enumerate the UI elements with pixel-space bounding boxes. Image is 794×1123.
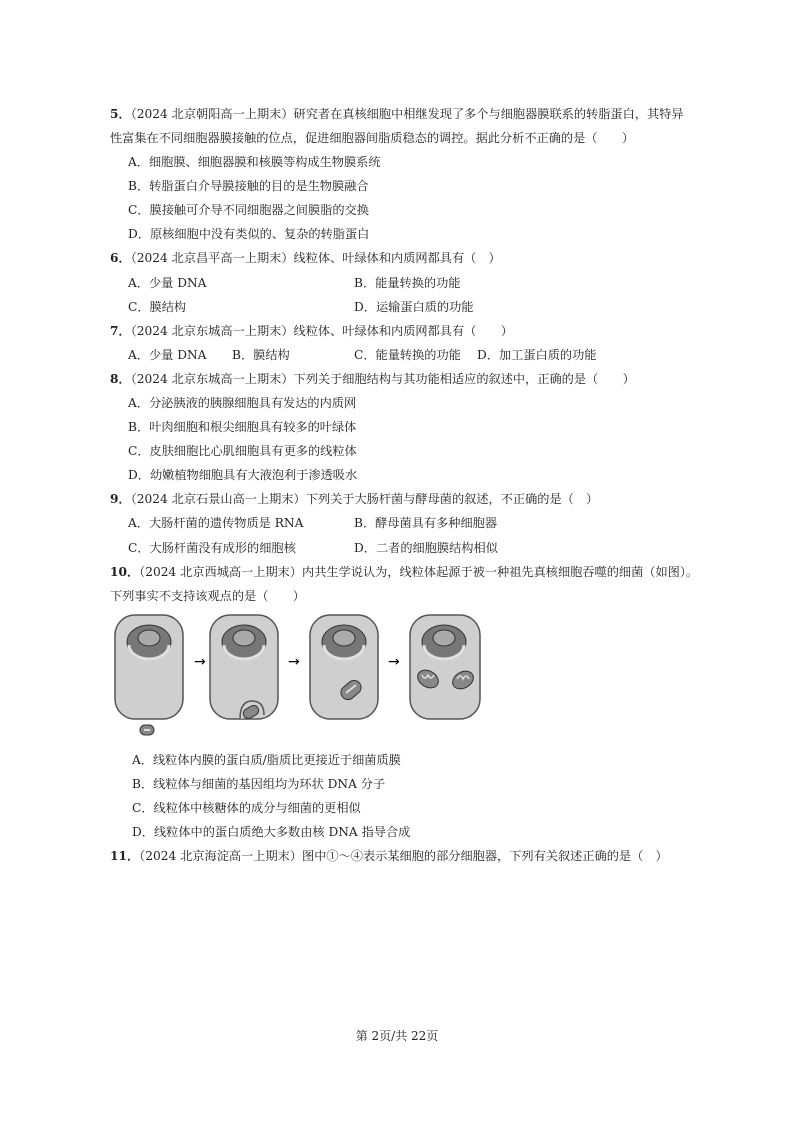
q8-number: 8． <box>110 372 131 386</box>
q7-option-b[interactable]: B．膜结构 <box>232 348 290 362</box>
cell-stage-1 <box>115 615 183 735</box>
arrow-2: → <box>288 654 300 670</box>
q10-number: 10． <box>110 565 140 579</box>
q10-option-a[interactable]: A．线粒体内膜的蛋白质/脂质比更接近于细菌质膜 <box>132 753 401 767</box>
endosymbiosis-diagram <box>112 613 484 741</box>
bacterium-icon <box>140 725 154 735</box>
q7-option-a[interactable]: A．少量 DNA <box>128 348 207 362</box>
cell-stage-2 <box>210 615 278 720</box>
q11-stem: 11．（2024 北京海淀高一上期末）图中①～④表示某细胞的部分细胞器，下列有关叙述正确的是（ ） <box>110 849 668 863</box>
nucleus-icon <box>422 625 466 659</box>
q10-option-b[interactable]: B．线粒体与细菌的基因组均为环状 DNA 分子 <box>132 777 386 791</box>
q9-stem: 9．（2024 北京石景山高一上期末）下列关于大肠杆菌与酵母菌的叙述，不正确的是（ ） <box>110 492 599 506</box>
q9-number: 9． <box>110 492 131 506</box>
q10-stem-line-1: 10．（2024 北京西城高一上期末）内共生学说认为，线粒体起源于被一种祖先真核细胞吞噬的细菌（如图）。 <box>110 565 699 579</box>
q9-option-d[interactable]: D．二者的细胞膜结构相似 <box>354 541 498 555</box>
q6-number: 6． <box>110 251 131 265</box>
q6-option-b[interactable]: B．能量转换的功能 <box>354 276 461 290</box>
q7-option-c[interactable]: C．能量转换的功能 <box>354 348 461 362</box>
q6-stem: 6．（2024 北京昌平高一上期末）线粒体、叶绿体和内质网都具有（ ） <box>110 251 501 265</box>
q10-option-c[interactable]: C．线粒体中核糖体的成分与细菌的更相似 <box>132 801 361 815</box>
q5-option-b[interactable]: B．转脂蛋白介导膜接触的目的是生物膜融合 <box>128 179 369 193</box>
arrow-3: → <box>388 654 400 670</box>
q8-option-b[interactable]: B．叶肉细胞和根尖细胞具有较多的叶绿体 <box>128 420 357 434</box>
q7-option-d[interactable]: D．加工蛋白质的功能 <box>477 348 597 362</box>
arrow-1: → <box>194 654 206 670</box>
nucleus-icon <box>222 625 266 659</box>
q6-option-c[interactable]: C．膜结构 <box>128 300 187 314</box>
q9-option-c[interactable]: C．大肠杆菌没有成形的细胞核 <box>128 541 296 555</box>
q8-option-d[interactable]: D．幼嫩植物细胞具有大液泡利于渗透吸水 <box>128 468 358 482</box>
q11-number: 11． <box>110 849 140 863</box>
q6-option-a[interactable]: A．少量 DNA <box>128 276 207 290</box>
q8-option-a[interactable]: A．分泌胰液的胰腺细胞具有发达的内质网 <box>128 396 357 410</box>
q5-stem-line-2: 性富集在不同细胞器膜接触的位点，促进细胞器间脂质稳态的调控。据此分析不正确的是（ ） <box>110 131 635 145</box>
q10-option-d[interactable]: D．线粒体中的蛋白质绝大多数由核 DNA 指导合成 <box>132 825 411 839</box>
q9-option-b[interactable]: B．酵母菌具有多种细胞器 <box>354 516 498 530</box>
nucleus-icon <box>322 625 366 659</box>
q7-number: 7． <box>110 324 131 338</box>
q6-option-d[interactable]: D．运输蛋白质的功能 <box>354 300 474 314</box>
q5-option-c[interactable]: C．膜接触可介导不同细胞器之间膜脂的交换 <box>128 203 369 217</box>
q5-option-a[interactable]: A．细胞膜、细胞器膜和核膜等构成生物膜系统 <box>128 155 381 169</box>
q7-stem: 7．（2024 北京东城高一上期末）线粒体、叶绿体和内质网都具有（ ） <box>110 324 513 338</box>
q9-option-a[interactable]: A．大肠杆菌的遗传物质是 RNA <box>128 516 304 530</box>
endosymbiosis-figure <box>112 613 484 741</box>
page-footer: 第 2页/共 22页 <box>355 1029 439 1043</box>
q8-stem: 8．（2024 北京东城高一上期末）下列关于细胞结构与其功能相适应的叙述中，正确的是（ ） <box>110 372 635 386</box>
cell-stage-3 <box>310 615 378 719</box>
nucleus-icon <box>127 625 171 659</box>
q5-stem-line-1: 5．（2024 北京朝阳高一上期末）研究者在真核细胞中相继发现了多个与细胞器膜联系的转脂蛋白，其特异 <box>110 107 684 121</box>
q8-option-c[interactable]: C．皮肤细胞比心肌细胞具有更多的线粒体 <box>128 444 357 458</box>
q10-stem-line-2: 下列事实不支持该观点的是（ ） <box>110 589 305 603</box>
q5-option-d[interactable]: D．原核细胞中没有类似的、复杂的转脂蛋白 <box>128 227 370 241</box>
cell-stage-4 <box>410 615 480 719</box>
q5-number: 5． <box>110 107 131 121</box>
